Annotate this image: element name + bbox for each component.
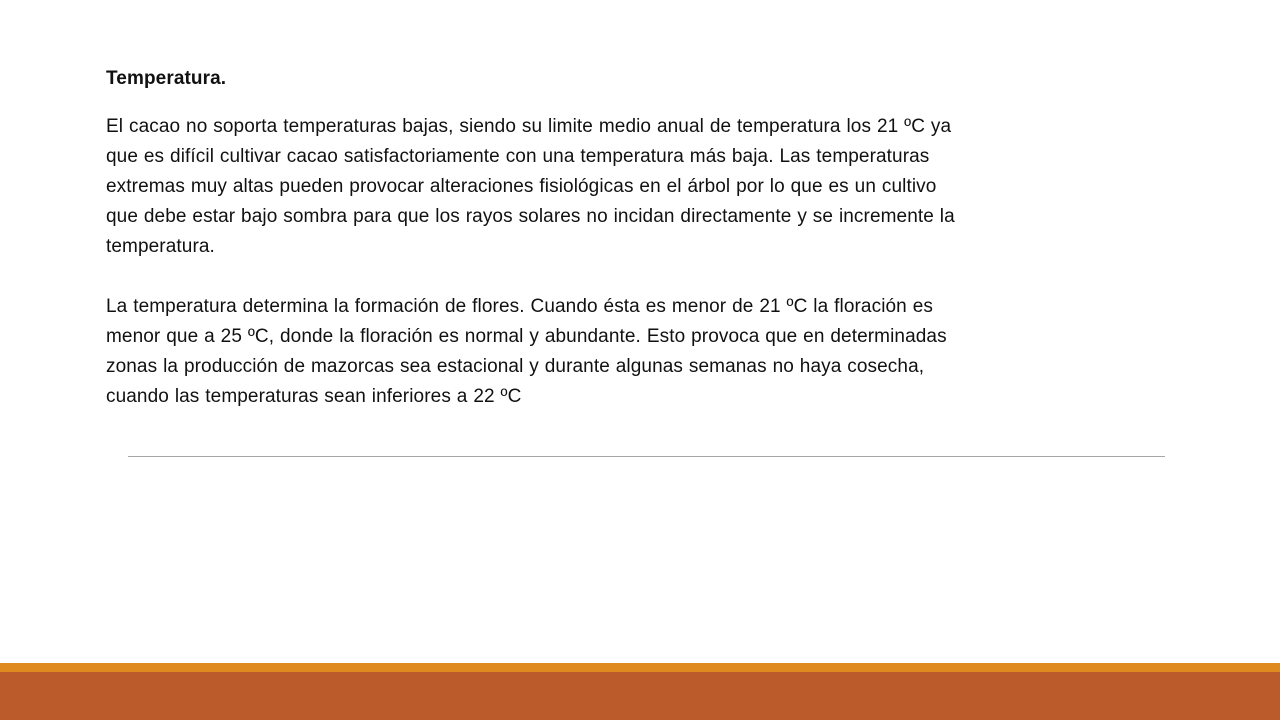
footer-accent-stripe — [0, 663, 1280, 672]
slide-content — [106, 64, 956, 412]
slide-title: Temperatura. — [106, 68, 227, 89]
divider-line — [128, 456, 1165, 457]
footer-band — [0, 672, 1280, 720]
paragraph-2: La temperatura determina la formación de flores. Cuando ésta es menor de 21 ºC la floración es menor que a 25 ºC, donde la floración es normal y abundante. Esto provoca que en determinadas zonas la producción de mazorcas sea estacional y durante algunas semanas no haya cosecha, cuando las temperaturas sean inferiores a 22 ºC — [106, 296, 947, 407]
paragraph-1: El cacao no soporta temperaturas bajas, siendo su limite medio anual de temperatura los 21 ºC ya que es difícil cultivar cacao satisfactoriamente con una temperatura más baja. Las temperaturas extremas muy altas pueden provocar alteraciones fisiológicas en el árbol por lo que es un cultivo que debe estar bajo sombra para que los rayos solares no incidan directamente y se incremente la temperatura. — [106, 116, 955, 257]
